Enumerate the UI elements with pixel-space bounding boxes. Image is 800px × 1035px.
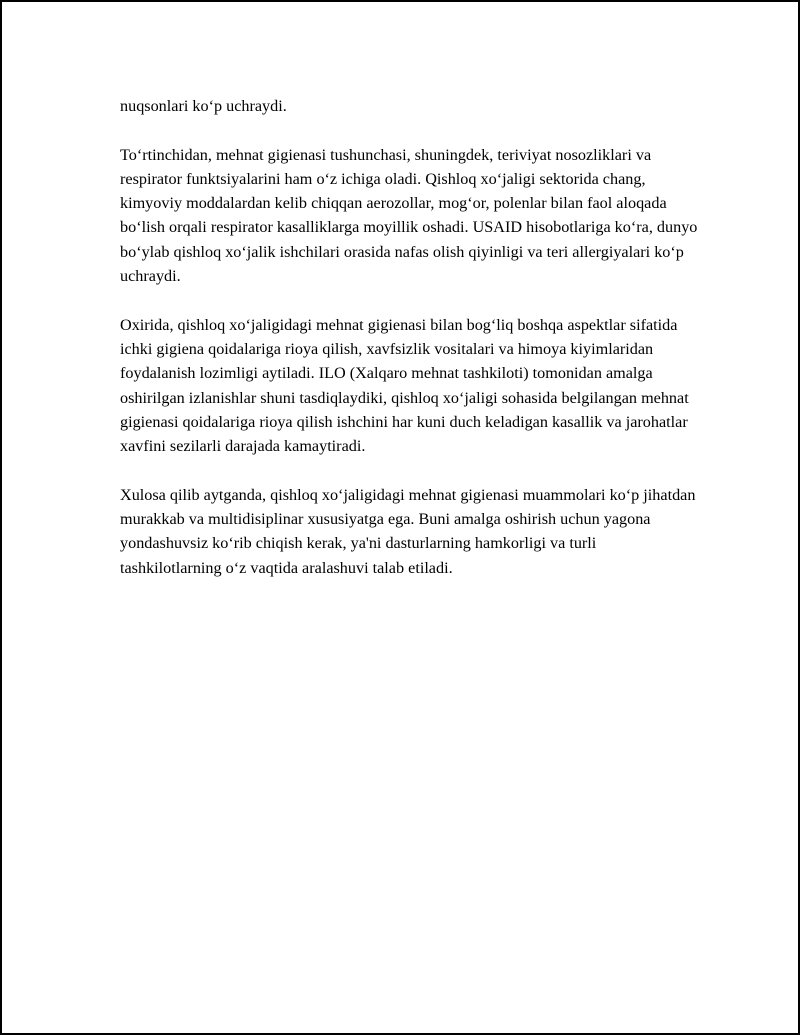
paragraph: nuqsonlari ko‘p uchraydi. — [120, 97, 287, 115]
paragraph: To‘rtinchidan, mehnat gigienasi tushunchasi, shuningdek, teriviyat nosozliklari va respirator funktsiyalarini ham o‘z ichiga oladi. Qishloq xo‘jaligi sektorida chang, kimyoviy moddalardan kelib chiqqan aerozollar, mog‘or, polenlar bilan faol aloqada bo‘lish orqali respirator kasalliklarga moyillik oshadi. USAID hisobotlariga ko‘ra, dunyo bo‘ylab qishloq xo‘jalik ishchilari orasida nafas olish qiyinligi va teri allergiyalari ko‘p uchraydi. — [120, 145, 698, 286]
paragraph: Xulosa qilib aytganda, qishloq xo‘jaligidagi mehnat gigienasi muammolari ko‘p jihatdan murakkab va multidisiplinar xususiyatga ega. Buni amalga oshirish uchun yagona yondashuvsiz ko‘rib chiqish kerak, ya'ni dasturlarning hamkorligi va turli tashkilotlarning o‘z vaqtida aralashuvi talab etiladi. — [120, 485, 696, 577]
document-body — [120, 94, 700, 604]
paragraph: Oxirida, qishloq xo‘jaligidagi mehnat gigienasi bilan bog‘liq boshqa aspektlar sifatida ichki gigiena qoidalariga rioya qilish, xavfsizlik vositalari va himoya kiyimlaridan foydalanish lozimligi aytiladi. ILO (Xalqaro mehnat tashkiloti) tomonidan amalga oshirilgan izlanishlar shuni tasdiqlaydiki, qishloq xo‘jaligi sohasida belgilangan mehnat gigienasi qoidalariga rioya qilish ishchini har kuni duch keladigan kasallik va jarohatlar xavfini sezilarli darajada kamaytiradi. — [120, 315, 689, 456]
